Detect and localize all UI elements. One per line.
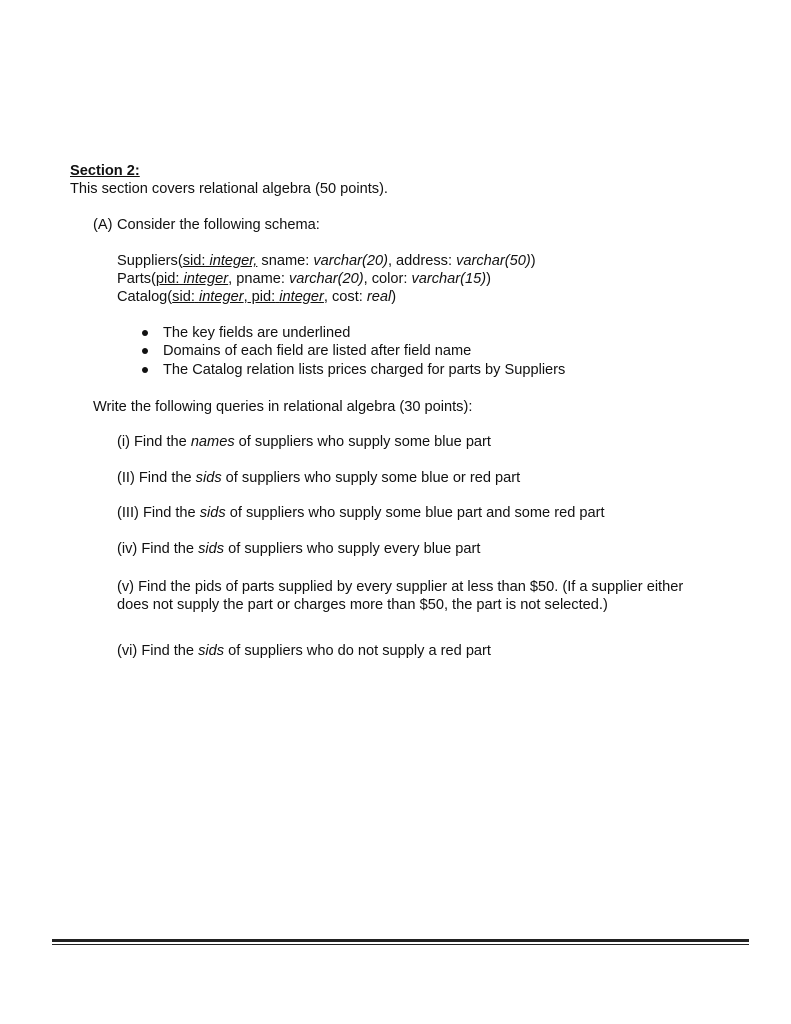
list-item: The Catalog relation lists prices charged for parts by Suppliers	[163, 362, 566, 378]
query-iv: (iv) Find the sids of suppliers who supply every blue part	[117, 541, 481, 557]
section-intro: This section covers relational algebra (50 points).	[70, 181, 388, 197]
key-field-sid-pid: sid: integer, pid: integer	[172, 289, 324, 305]
query-v-line1: (v) Find the pids of parts supplied by every supplier at less than $50. (If a supplier either	[117, 579, 684, 595]
footer-rule-thick	[52, 939, 749, 942]
list-item: Domains of each field are listed after field name	[163, 343, 472, 359]
section-title: Section 2:	[70, 163, 140, 179]
part-a-label: (A)	[93, 217, 113, 233]
key-field-sid: sid: integer,	[182, 253, 258, 269]
part-a-text: Consider the following schema:	[117, 217, 320, 233]
schema-catalog: Catalog(sid: integer, pid: integer, cost: real)	[117, 289, 397, 305]
schema-parts: Parts(pid: integer, pname: varchar(20), color: varchar(15))	[117, 271, 491, 287]
bullet-dot-icon	[142, 330, 148, 336]
bullet-dot-icon	[142, 348, 148, 354]
list-item: The key fields are underlined	[163, 325, 351, 341]
query-iii: (III) Find the sids of suppliers who supply some blue part and some red part	[117, 505, 605, 521]
schema-suppliers: Suppliers(sid: integer, sname: varchar(20), address: varchar(50))	[117, 253, 536, 269]
key-field-pid: pid: integer	[155, 271, 229, 287]
queries-header: Write the following queries in relational algebra (30 points):	[93, 399, 473, 415]
query-ii: (II) Find the sids of suppliers who supply some blue or red part	[117, 470, 521, 486]
query-vi: (vi) Find the sids of suppliers who do not supply a red part	[117, 643, 491, 659]
query-v-line2: does not supply the part or charges more than $50, the part is not selected.)	[117, 597, 608, 613]
query-i: (i) Find the names of suppliers who supply some blue part	[117, 434, 491, 450]
footer-rule-thin	[52, 944, 749, 945]
bullet-dot-icon	[142, 367, 148, 373]
